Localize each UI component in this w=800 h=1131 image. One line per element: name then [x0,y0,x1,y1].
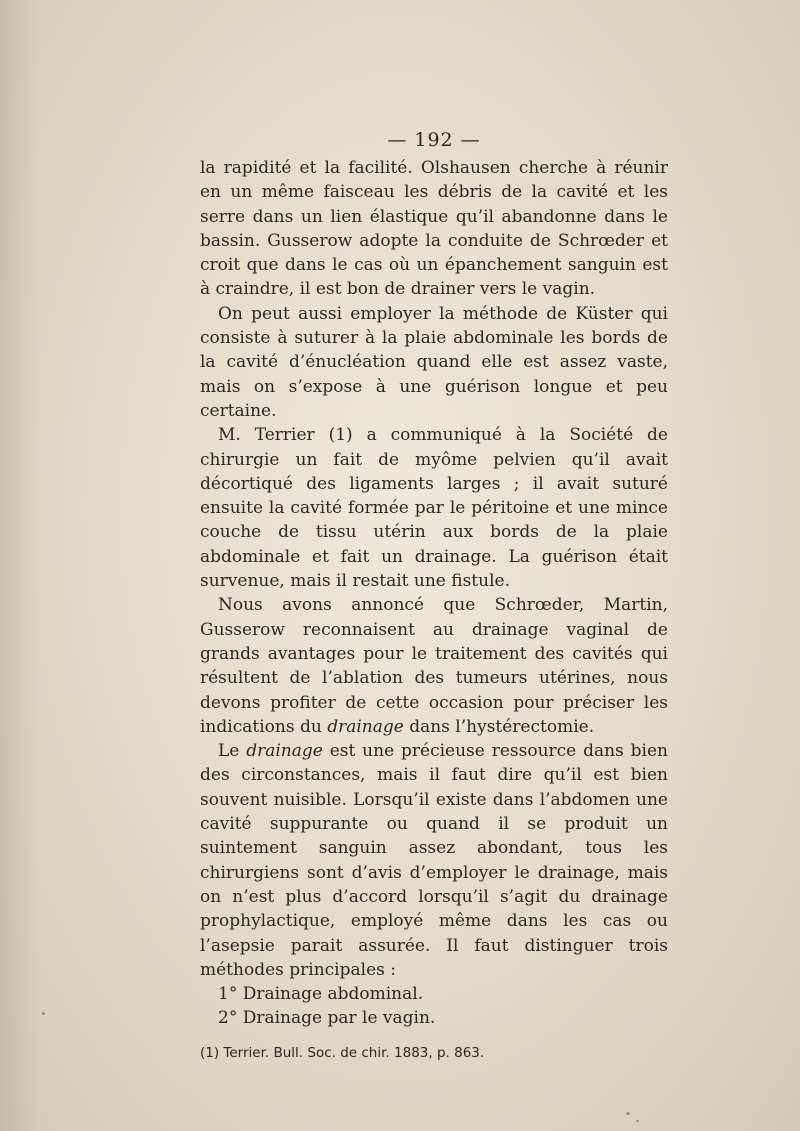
footnote: (1) Terrier. Bull. Soc. de chir. 1883, p. 863. [200,1044,485,1061]
list-item-vaginal-drainage: 2° Drainage par le vagin. [218,1008,436,1029]
paragraph-text: Le [218,741,247,762]
italic-term: drainage [327,716,404,737]
page-number: — 192 — [387,129,481,151]
page-text-column [200,125,668,1063]
list-item-abdominal-drainage: 1° Drainage abdominal. [218,984,424,1005]
paper-speck [636,1120,639,1122]
paper-speck [42,1012,45,1015]
paper-speck [626,1112,630,1115]
italic-term: drainage [246,741,323,762]
paragraph-text: Nous avons annoncé que Schrœder, Martin, Gusserow reconnaisent au drainage vaginal de grands avantages pour le traitement des cavités qui résultent de l’ablation des tumeurs utérines, nous devons profiter de cette occasion pour préciser les indications du [200,595,668,737]
paragraph-kuster-method: On peut aussi employer la méthode de Küster qui consiste à suturer à la plaie abdominale les bords de la cavité d’énucléation quand elle est assez vaste, mais on s’expose à une guérison longue et peu certaine. [200,303,668,421]
paragraph-terrier-case: M. Terrier (1) a communiqué à la Société de chirurgie un fait de myôme pelvien qu’il avait décortiqué des ligaments larges ; il avait suturé ensuite la cavité formée par le péritoine et une mince couche de tissu utérin aux bords de la plaie abdominale et fait un drainage. La guérison était survenue, mais il restait une fistule. [200,425,668,592]
paragraph-text: dans l’hystérectomie. [403,716,595,737]
paragraph-text: est une précieuse ressource dans bien des circonstances, mais il faut dire qu’il est bien souvent nuisible. Lorsqu’il existe dans l’abdomen une cavité suppurante ou quand il se produit un suintement sanguin assez abondant, tous les chirurgiens sont d’avis d’employer le drainage, mais on n’est plus d’accord lorsqu’il s’agit du drainage prophylactique, employé même dans les cas ou l’asepsie parait assurée. Il faut distinguer trois méthodes principales : [200,741,668,980]
paragraph-vaginal-drainage [200,593,668,739]
paragraph-continuation: la rapidité et la facilité. Olshausen cherche à réunir en un même faisceau les débris de la cavité et les serre dans un lien élastique qu’il abandonne dans le bassin. Gusserow adopte la conduite de Schrœder et croit que dans le cas où un épanchement sanguin est à craindre, il est bon de drainer vers le vagin. [200,158,668,300]
paragraph-drainage-methods [200,739,668,982]
